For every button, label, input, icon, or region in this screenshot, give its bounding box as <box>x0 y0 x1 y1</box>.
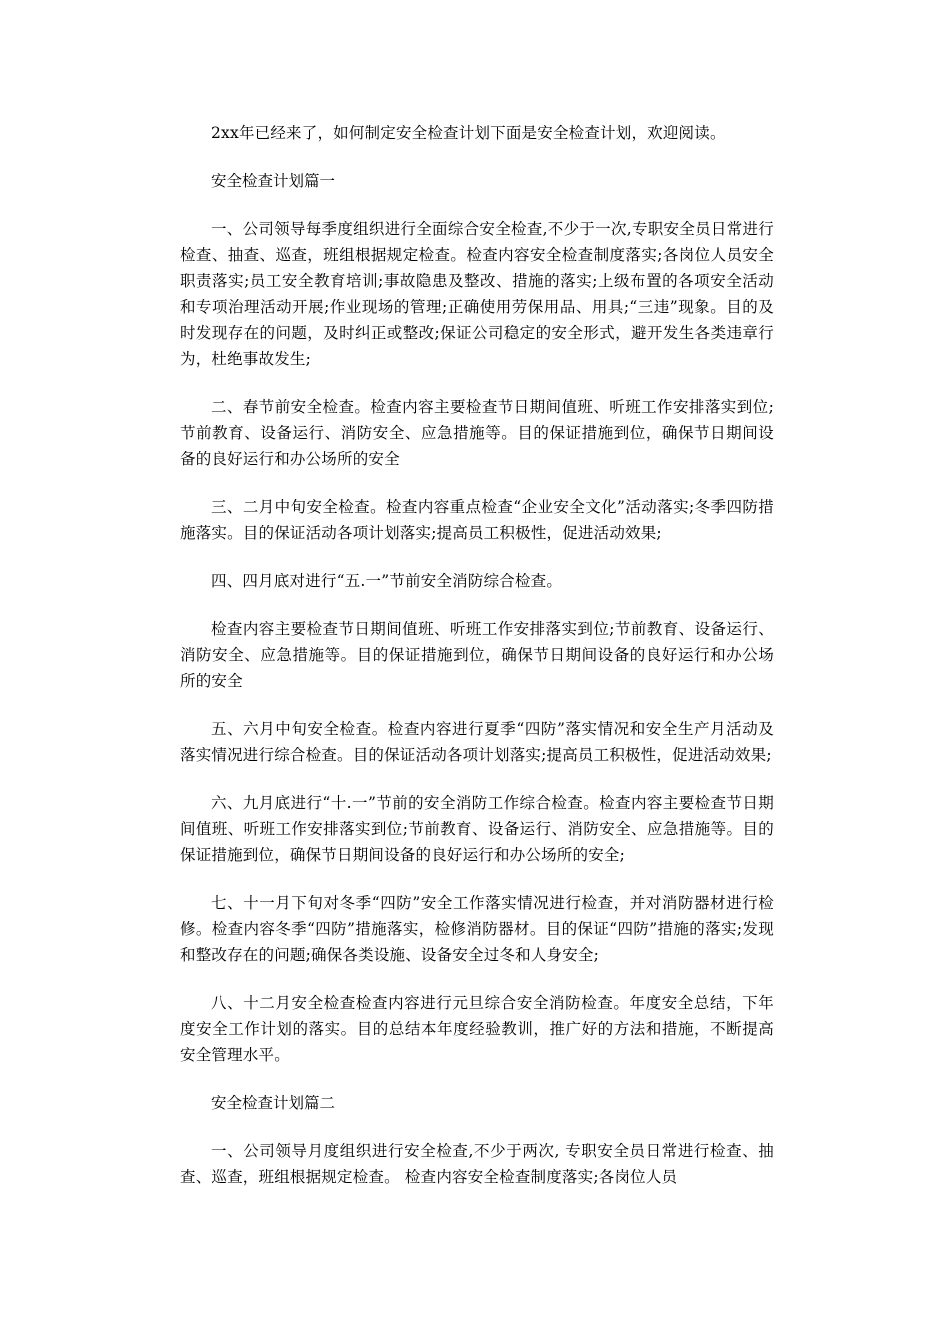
paragraph-item-3: 三、二月中旬安全检查。检查内容重点检查“企业安全文化”活动落实;冬季四防措施落实。目的保证活动各项计划落实;提高员工积极性，促进活动效果; <box>180 498 774 542</box>
document-body <box>180 120 774 1212</box>
paragraph-item-5: 五、六月中旬安全检查。检查内容进行夏季“四防”落实情况和安全生产月活动及落实情况进行综合检查。目的保证活动各项计划落实;提高员工积极性，促进活动效果; <box>180 720 774 764</box>
paragraph-item-4: 四、四月底对进行“五.一”节前安全消防综合检查。 <box>211 572 563 590</box>
paragraph-item-1: 一、公司领导每季度组织进行全面综合安全检查,不少于一次,专职安全员日常进行检查、抽查、巡查，班组根据规定检查。检查内容安全检查制度落实;各岗位人员安全职责落实;员工安全教育培训;事故隐患及整改、措施的落实;上级布置的各项安全活动和专项治理活动开展;作业现场的管理;正确使用劳保用品、用具;“三违”现象。目的及时发现存在的问题，及时纠正或整改;保证公司稳定的安全形式，避开发生各类违章行为，杜绝事故发生; <box>180 220 774 368</box>
paragraph-item-6: 六、九月底进行“十.一”节前的安全消防工作综合检查。检查内容主要检查节日期间值班、听班工作安排落实到位;节前教育、设备运行、消防安全、应急措施等。目的保证措施到位，确保节日期间设备的良好运行和办公场所的安全; <box>180 794 774 864</box>
section-heading-2: 安全检查计划篇二 <box>211 1094 336 1112</box>
paragraph-item-8: 八、十二月安全检查检查内容进行元旦综合安全消防检查。年度安全总结，下年度安全工作计划的落实。目的总结本年度经验教训，推广好的方法和措施，不断提高安全管理水平。 <box>180 994 774 1064</box>
paragraph-section2-item-1: 一、公司领导月度组织进行安全检查,不少于两次, 专职安全员日常进行检查、抽查、巡查，班组根据规定检查。 检查内容安全检查制度落实;各岗位人员 <box>180 1142 774 1186</box>
paragraph-item-4-detail: 检查内容主要检查节日期间值班、听班工作安排落实到位;节前教育、设备运行、消防安全、应急措施等。目的保证措施到位，确保节日期间设备的良好运行和办公场所的安全 <box>180 620 774 690</box>
intro-paragraph: 2xx年已经来了，如何制定安全检查计划下面是安全检查计划，欢迎阅读。 <box>211 124 726 142</box>
paragraph-item-2: 二、春节前安全检查。检查内容主要检查节日期间值班、听班工作安排落实到位;节前教育、设备运行、消防安全、应急措施等。目的保证措施到位，确保节日期间设备的良好运行和办公场所的安全 <box>180 398 774 468</box>
paragraph-item-7: 七、十一月下旬对冬季“四防”安全工作落实情况进行检查，并对消防器材进行检修。检查内容冬季“四防”措施落实，检修消防器材。目的保证“四防”措施的落实;发现和整改存在的问题;确保各类设施、设备安全过冬和人身安全; <box>180 894 774 964</box>
section-heading-1: 安全检查计划篇一 <box>211 172 336 190</box>
